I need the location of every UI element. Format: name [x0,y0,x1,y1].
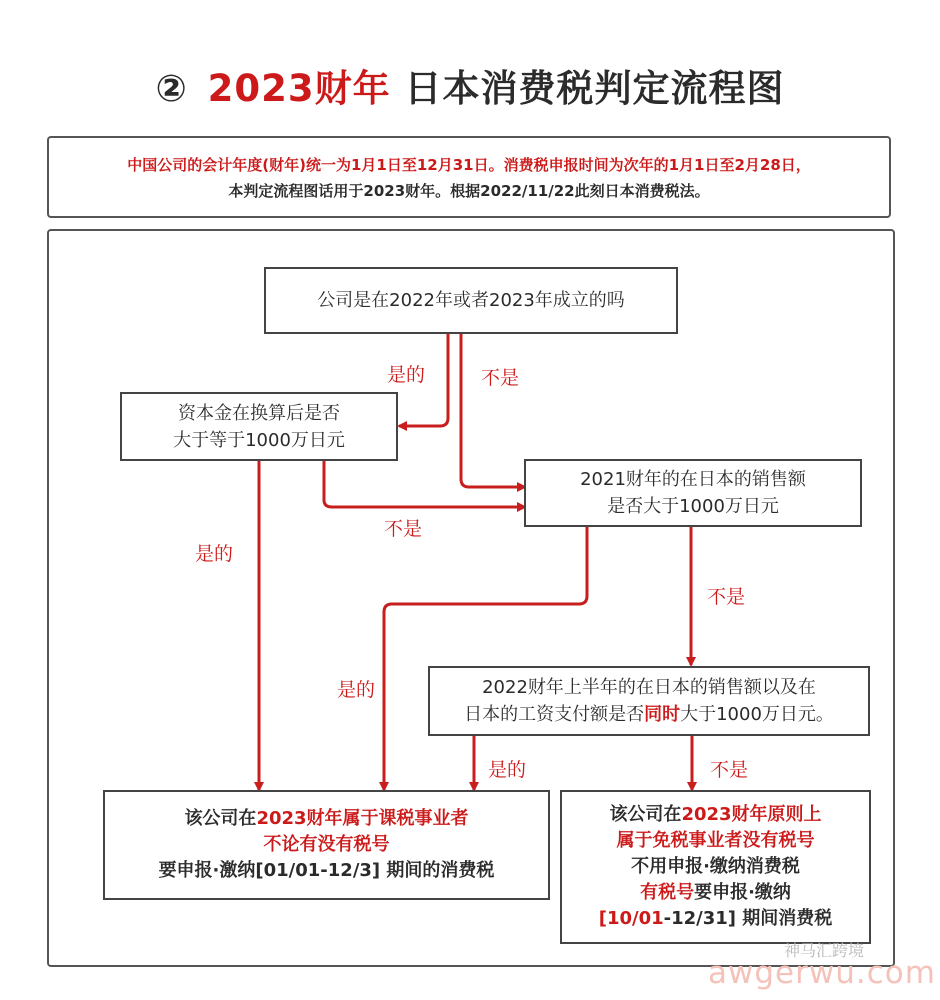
r1-line-1 [184,806,468,832]
r1-line-3: 要申报·激纳[01/01-12/3] 期间的消费税 [158,860,495,881]
r2-line-4-red: 有税号 [640,882,695,903]
r2-line-5 [599,906,833,932]
r2-line-3: 不用申报·缴纳消费税 [631,856,800,877]
q4-line-2 [464,701,834,728]
r2-line-4-b: 要申报·缴纳 [694,882,791,903]
q4-line-2-a: 日本的工资支付额是否 [464,704,645,725]
q4-line-2-emphasis: 同时 [644,704,681,725]
label-q3-yes: 是的 [337,679,376,701]
r2-line-1 [609,802,821,828]
arrow-q2-no-to-q3 [324,460,525,507]
question-2021-sales [524,459,862,527]
r2-line-5-b: -12/31] 期间消费税 [663,908,833,929]
r2-line-1-a: 该公司在 [609,804,682,825]
r1-line-1-red: 2023财年属于课税事业者 [256,808,469,829]
r2-line-2: 属于免税事业者没有税号 [616,830,815,851]
r2-line-1-red: 2023财年原则上 [681,804,822,825]
label-q2-no: 不是 [384,518,423,540]
r2-line-5-red: [10/01 [598,908,664,929]
q3-line-1: 2021财年的在日本的销售额 [580,469,806,490]
r2-line-4 [640,880,791,906]
arrow-q3-yes-to-r1 [384,526,587,790]
q2-line-1: 资本金在换算后是否 [178,402,340,424]
question-founded-year [264,267,678,334]
label-q1-yes: 是的 [387,364,426,386]
label-q3-no: 不是 [707,586,746,608]
title-text: 日本消费税判定流程图 [404,67,785,110]
watermark-site: awgerwu.com [708,955,936,991]
note-line-1: 中国公司的会计年度(财年)统一为1月1日至12月31日。消费税申报时间为次年的1月1日至2月28日， [127,156,811,174]
arrow-q1-no-to-q3 [461,334,525,487]
r1-line-1-a: 该公司在 [184,808,257,829]
watermark-account: 神马汇跨境 [784,941,865,960]
result-taxable [103,790,550,900]
label-q4-yes: 是的 [488,759,527,781]
q4-line-1: 2022财年上半年的在日本的销售额以及在 [482,677,816,698]
q2-line-2: 大于等于1000万日元 [173,429,345,451]
question-capital [120,392,398,461]
question-2022-half-year [428,666,870,736]
r1-line-2: 不论有没有税号 [263,834,390,855]
label-q1-no: 不是 [481,367,520,389]
label-q2-yes: 是的 [195,543,234,565]
q1-text: 公司是在2022年或者2023年成立的吗 [317,290,625,311]
q4-line-2-b: 大于1000万日元。 [680,704,834,725]
q3-line-2: 是否大于1000万日元 [607,496,779,517]
title-year: 2023财年 [207,67,391,110]
result-tax-exempt [560,790,871,944]
note-line-2: 本判定流程图话用于2023财年。根据2022/11/22此刻日本消费税法。 [228,182,710,200]
label-q4-no: 不是 [710,759,749,781]
circled-number: ② [155,67,188,110]
